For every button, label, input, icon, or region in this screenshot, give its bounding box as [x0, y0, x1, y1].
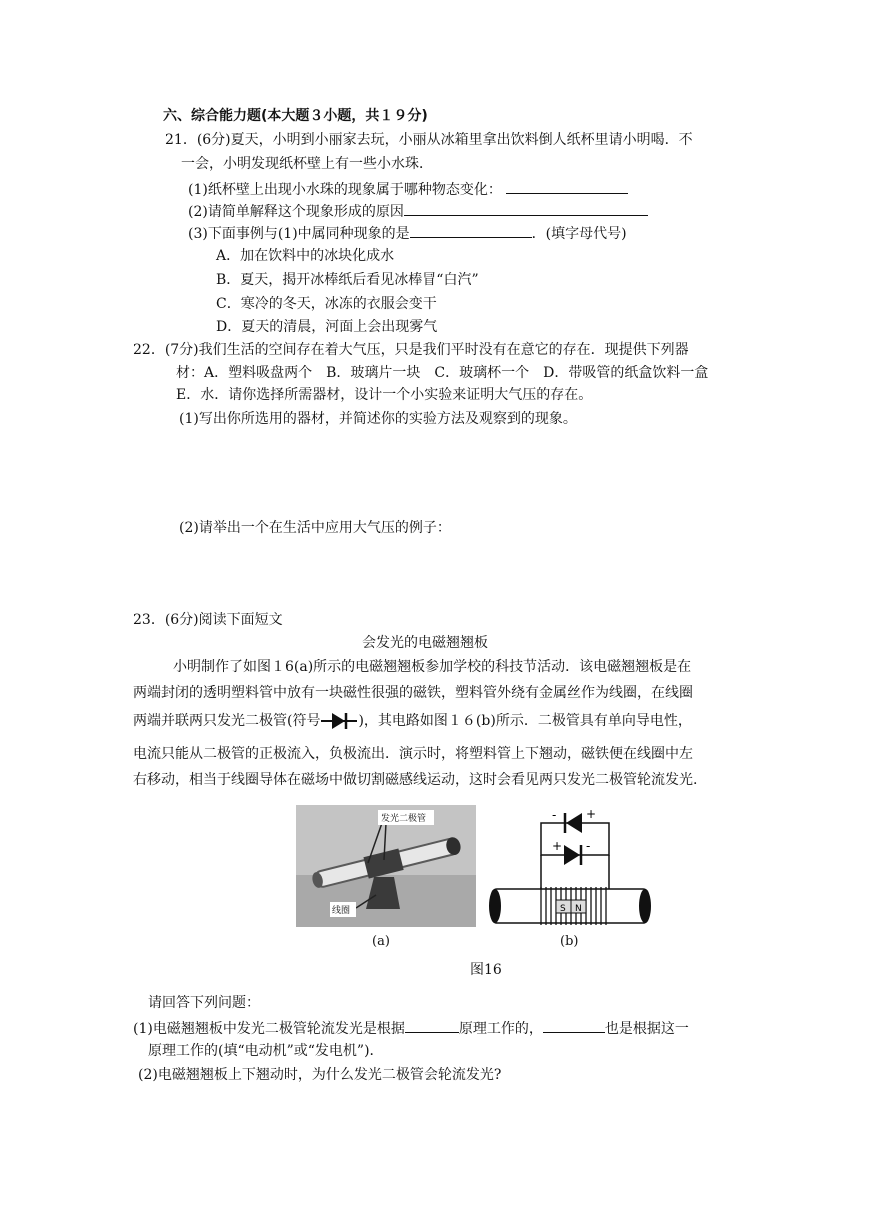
q21-part3 — [188, 222, 627, 244]
article-para-line3-start: 两端并联两只发光二极管(符号 — [133, 713, 321, 729]
q23-part1-text-b: 原理工作的， — [458, 1021, 543, 1037]
q21-part1-text: (1)纸杯壁上出现小水珠的现象属于哪种物态变化： — [188, 182, 502, 198]
article-para-line1: 小明制作了如图１6(a)所示的电磁翘翘板参加学校的科技节活动．该电磁翘翘板是在 — [173, 659, 692, 675]
figure-b-circuit-diagram — [486, 803, 654, 931]
figure-a-led-label: 发光二极管 — [381, 814, 427, 824]
figure-a-photo — [296, 805, 476, 927]
q21-part2-answer-blank[interactable] — [404, 200, 648, 216]
lower-led-minus-sign: - — [586, 839, 591, 853]
article-para-line3-end: )，其电路如图１６(b)所示．二极管具有单向导电性， — [358, 713, 692, 729]
q21-stem-line1: 21．(6分)夏天，小明到小丽家去玩，小丽从冰箱里拿出饮料倒人纸杯里请小明喝．不 — [165, 132, 693, 148]
upper-led-plus-sign: + — [586, 807, 597, 821]
figure-a-caption: (a) — [372, 934, 390, 949]
q23-part1-blank1[interactable] — [405, 1017, 459, 1033]
article-para-line2: 两端封闭的透明塑料管中放有一块磁性很强的磁铁，塑料管外绕有金属丝作为线圈，在线圈 — [133, 685, 693, 701]
q23-part1-blank2[interactable] — [543, 1017, 605, 1033]
upper-led-minus-sign: - — [552, 808, 557, 822]
figure-a-coil-label: 线圈 — [332, 906, 351, 916]
q23-part1-line2: 原理工作的(填“电动机”或“发电机”)． — [148, 1043, 384, 1059]
q23-part2: (2)电磁翘翘板上下翘动时，为什么发光二极管会轮流发光? — [138, 1067, 502, 1083]
q22-stem-line3: E．水．请你选择所需器材，设计一个小实验来证明大气压的存在。 — [176, 387, 593, 403]
q21-option-a: A．加在饮料中的冰块化成水 — [216, 248, 395, 264]
q22-part2: (2)请举出一个在生活中应用大气压的例子： — [179, 520, 451, 536]
q21-option-c: C．寒冷的冬天，冰冻的衣服会变干 — [216, 296, 437, 312]
q22-part1: (1)写出你所选用的器材，并简述你的实验方法及观察到的现象。 — [179, 411, 577, 427]
q23-stem: 23．(6分)阅读下面短文 — [133, 612, 283, 628]
magnet-south-label: S — [560, 904, 566, 914]
q21-option-d: D．夏天的清晨，河面上会出现雾气 — [216, 319, 438, 335]
q22-stem-line2: 材：A．塑料吸盘两个 B．玻璃片一块 C．玻璃杯一个 D．带吸管的纸盒饮料一盒 — [176, 365, 709, 381]
lower-led-symbol — [564, 845, 581, 865]
q21-part1 — [188, 178, 628, 200]
lower-led-plus-sign: + — [552, 839, 563, 853]
q21-part2 — [188, 200, 648, 222]
q21-stem-line2: 一会，小明发现纸杯壁上有一些小水珠． — [181, 156, 433, 172]
article-para-line5: 右移动，相当于线圈导体在磁场中做切割磁感线运动，这时会看见两只发光二极管轮流发光. — [133, 772, 698, 788]
q21-part3-text: (3)下面事例与(1)中属同种现象的是 — [188, 226, 410, 242]
q21-option-b: B．夏天，揭开冰棒纸后看见冰棒冒“白汽” — [216, 272, 479, 288]
figure-16-title: 图16 — [470, 962, 502, 978]
q23-part1-line1 — [133, 1017, 689, 1039]
figure-b-caption: (b) — [560, 934, 579, 949]
q21-part2-text: (2)请简单解释这个现象形成的原因 — [188, 204, 404, 220]
seesaw-photo-illustration — [296, 805, 476, 927]
q22-stem-line1: 22．(7分)我们生活的空间存在着大气压，只是我们平时没有在意它的存在．现提供下列器 — [133, 342, 689, 358]
q21-part1-answer-blank[interactable] — [506, 178, 628, 194]
section-title: 六、综合能力题(本大题３小题，共１９分) — [163, 108, 428, 124]
diode-symbol-icon — [320, 710, 358, 732]
article-para-line4: 电流只能从二极管的正极流入，负极流出．演示时，将塑料管上下翘动，磁铁便在线圈中左 — [133, 746, 693, 762]
q23-part1-text-c: 也是根据这一 — [604, 1021, 689, 1037]
q21-part3-suffix: ．(填字母代号) — [531, 226, 627, 242]
magnet-north-label: N — [575, 904, 582, 914]
q21-part3-answer-blank[interactable] — [410, 222, 532, 238]
upper-led-symbol — [565, 813, 582, 833]
article-para-line3 — [133, 710, 692, 732]
q23-part1-text-a: (1)电磁翘翘板中发光二极管轮流发光是根据 — [133, 1021, 405, 1037]
article-title: 会发光的电磁翘翘板 — [362, 635, 488, 651]
q23-ask: 请回答下列问题： — [148, 995, 260, 1011]
